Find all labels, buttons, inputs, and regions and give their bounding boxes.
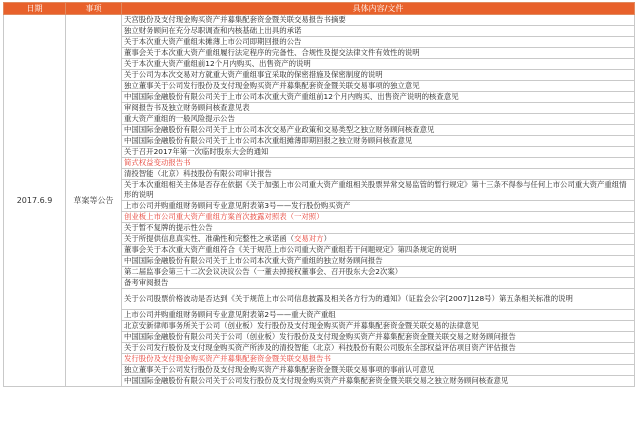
- document-item: 北京安新律师事务所关于公司（创业板）发行股份及支付现金购买资产并募集配套资金暨关联交易的法律意见: [122, 321, 635, 332]
- table-body: [4, 15, 635, 387]
- item-text-suffix: ）: [323, 234, 331, 244]
- document-item: 第二届监事会第三十二次会议决议公告（一董去掉接权董事会、召开股东大会2次案）: [122, 267, 635, 278]
- document-item: 关于本次重大资产重组未摊薄上市公司即期回报的公告: [122, 37, 635, 48]
- document-item: 关于公司发行股份及支付现金购买资产所涉及的清投智能（北京）科技股份有限公司股东全部权益评估项目资产评估报告: [122, 343, 635, 354]
- document-item: [122, 212, 635, 223]
- document-item: 备考审阅报告: [122, 278, 635, 289]
- table-header-row: [4, 3, 635, 15]
- item-text-suffix: ）: [316, 212, 324, 222]
- document-item: 简式权益变动报告书: [122, 158, 635, 169]
- document-item: 中国国际金融股份有限公司关于上市公司本次重大资产重组前12个月内购买、出售资产说明的核查意见: [122, 92, 635, 103]
- item-text: 关于所提供信息真实性、准确性和完整性之承诺函（: [124, 234, 294, 244]
- header-matter: 事项: [66, 3, 122, 15]
- item-highlight: 交易对方: [294, 234, 324, 244]
- document-item: 关于暂不复牌的提示性公告: [122, 223, 635, 234]
- document-item: 董事会关于本次重大资产重组符合《关于规范上市公司重大资产重组若干问题规定》第四条规定的说明: [122, 245, 635, 256]
- document-item: 清投智能（北京）科技股份有限公司审计报告: [122, 169, 635, 180]
- document-item: 上市公司并购重组财务顾问专业意见附表第3号——发行股份购买资产: [122, 201, 635, 212]
- disclosure-table: [3, 2, 635, 387]
- header-content: 具体内容/文件: [122, 3, 635, 15]
- document-item: 天宫股份及支付现金购买资产并募集配套资金暨关联交易报告书摘要: [122, 15, 635, 26]
- document-item: 上市公司并购重组财务顾问专业意见附表第2号——重大资产重组: [122, 310, 635, 321]
- date-cell: 2017.6.9: [4, 15, 66, 387]
- header-date: 日期: [4, 3, 66, 15]
- matter-cell: 草案等公告: [66, 15, 122, 387]
- document-item: 重大资产重组的一般风险提示公告: [122, 114, 635, 125]
- item-text: 创业板上市公司重大资产重组方案首次披露对照表（: [124, 212, 294, 222]
- document-item: 关于召开2017年第一次临时股东大会的通知: [122, 147, 635, 158]
- document-item: 董事会关于本次重大资产重组履行法定程序的完备性、合规性及提交法律文件有效性的说明: [122, 48, 635, 59]
- document-item: 关于公司为本次交易对方就重大资产重组事宜采取的保密措施及保密制度的说明: [122, 70, 635, 81]
- document-item: [122, 234, 635, 245]
- document-item: 独立董事关于公司发行股份及支付现金购买资产并募集配套资金暨关联交易事项的独立意见: [122, 81, 635, 92]
- document-item: 中国国际金融股份有限公司关于上市公司本次重大资产重组的独立财务顾问报告: [122, 256, 635, 267]
- document-item: 关于本次重组相关主体是否存在依据《关于加强上市公司重大资产重组相关股票异常交易监管的暂行规定》第十三条不得参与任何上市公司重大资产重组情形的说明: [122, 180, 635, 201]
- document-item: 中国国际金融股份有限公司关于公司发行股份及支付现金购买资产并募集配套资金暨关联交易之独立财务顾问核查意见: [122, 376, 635, 387]
- document-item: 中国国际金融股份有限公司关于上市公司本次交易产业政策和交易类型之独立财务顾问核查意见: [122, 125, 635, 136]
- document-item: 关于本次重大资产重组前12个月内购买、出售资产的说明: [122, 59, 635, 70]
- document-item: 独立董事关于公司发行股份及支付现金购买资产并募集配套资金暨关联交易事项的事前认可意见: [122, 365, 635, 376]
- table-row: [4, 15, 635, 26]
- document-item: 发行股份及支付现金购买资产并募集配套资金暨关联交易报告书: [122, 354, 635, 365]
- document-item: 关于公司股票价格波动是否达到《关于规范上市公司信息披露及相关各方行为的通知》（证监会公字[2007]128号）第五条相关标准的说明: [122, 289, 635, 310]
- document-item: 独立财务顾问在充分尽职调查和内核基础上出具的承诺: [122, 26, 635, 37]
- item-highlight: 一对照: [294, 212, 317, 222]
- document-item: 中国国际金融股份有限公司关于上市公司本次重组摊薄即期回报之独立财务顾问核查意见: [122, 136, 635, 147]
- document-item: 中国国际金融股份有限公司关于公司（创业板）发行股份及支付现金购买资产并募集配套资金暨关联交易之财务顾问报告: [122, 332, 635, 343]
- document-item: 审阅报告书及独立财务顾问核查意见表: [122, 103, 635, 114]
